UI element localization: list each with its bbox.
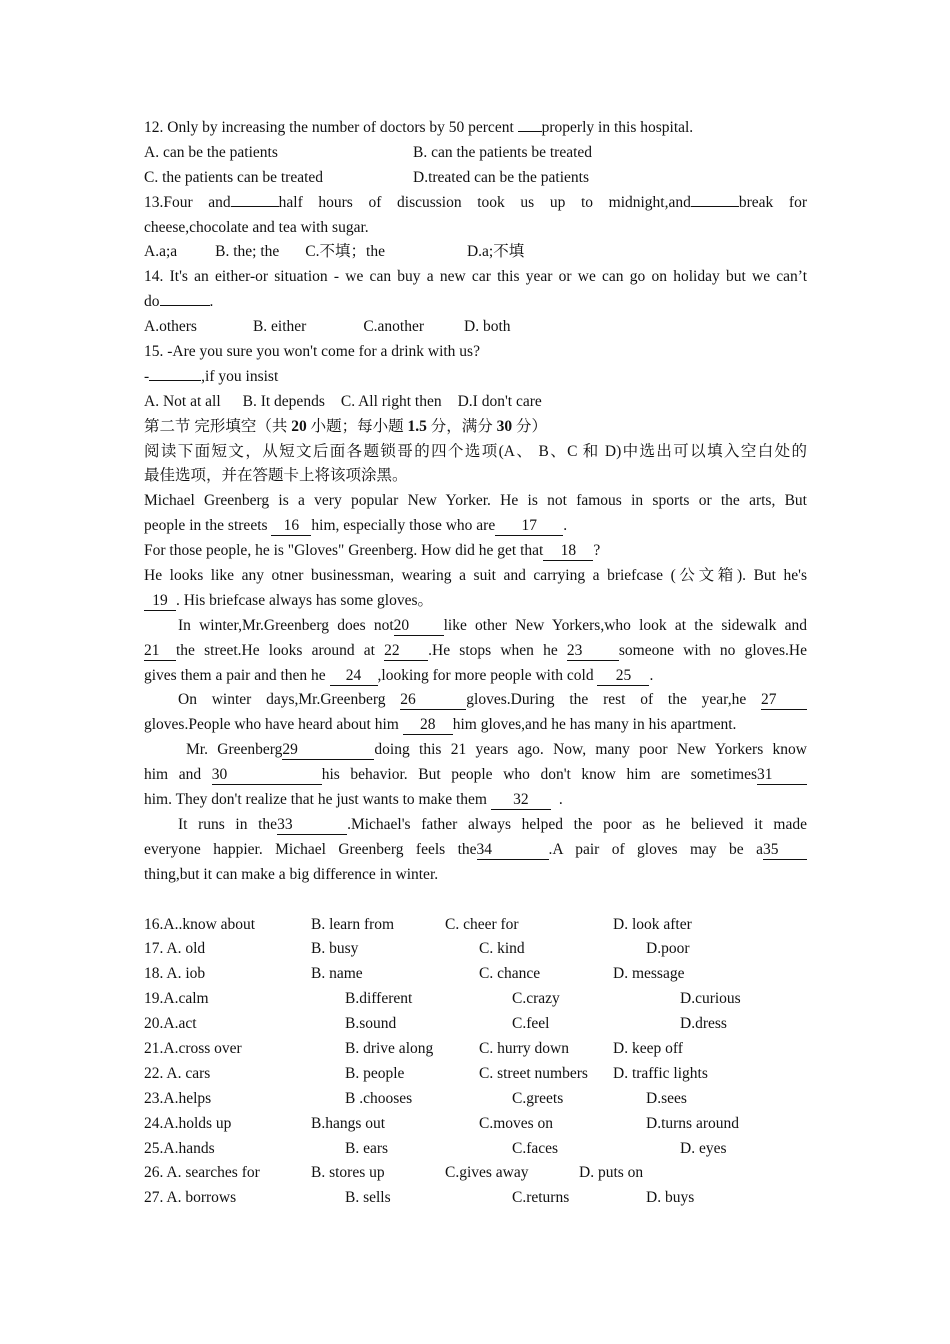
options-row-22 <box>144 1062 807 1087</box>
option-20-a: 20.A.act <box>144 1015 197 1033</box>
passage-p5-line-2 <box>144 713 807 738</box>
option-18-b: B. name <box>311 965 363 983</box>
option-22-b: B. people <box>345 1064 405 1082</box>
options-row-17 <box>144 937 807 962</box>
question-14-stem-line-1: 14. It's an either-or situation - we can buy a new car this year or we can go on holiday but we can’t <box>144 268 807 286</box>
q14-stem-do: do <box>144 293 160 311</box>
passage-text: him. They don't realize that he just wants to make them <box>144 791 491 809</box>
options-row-19 <box>144 987 807 1012</box>
passage-text: the street.He looks around at <box>176 641 385 659</box>
passage-text: . His briefcase always has some gloves。 <box>176 591 433 609</box>
q12-option-d: D.treated can be the patients <box>413 168 590 186</box>
passage-text: .A pair of gloves may be a <box>548 840 763 858</box>
q15-reply-end: ,if you insist <box>201 367 279 385</box>
q15-blank <box>149 380 201 381</box>
passage-p4-line-1 <box>144 614 807 639</box>
passage-text: . <box>649 666 654 684</box>
passage-text: like other New Yorkers,who look at the sidewalk and <box>443 616 807 634</box>
q15-option-d: D.I don't care <box>457 392 542 410</box>
blank-23: 23 <box>567 642 619 661</box>
option-27-d: D. buys <box>646 1189 695 1207</box>
q15-option-c: C. All right then <box>340 392 442 410</box>
options-row-21 <box>144 1037 807 1062</box>
blank-27: 27 <box>761 691 807 710</box>
option-23-d: D.sees <box>646 1089 687 1107</box>
q15-option-a: A. Not at all <box>144 392 221 410</box>
options-row-26 <box>144 1161 807 1186</box>
option-16-b: B. learn from <box>311 915 395 933</box>
q13-stem-mid: half hours of discussion took us up to midnight,and <box>278 193 691 211</box>
option-22-d: D. traffic lights <box>613 1064 708 1082</box>
option-25-c: C.faces <box>512 1139 559 1157</box>
blank-16: 16 <box>271 517 311 536</box>
passage-text: gloves.During the rest of the year,he <box>466 691 761 709</box>
passage-text: It runs in the <box>178 815 278 833</box>
passage-text: . <box>563 517 568 535</box>
option-26-a: 26. A. searches for <box>144 1164 260 1182</box>
blank-35: 35 <box>763 841 807 860</box>
option-27-b: B. sells <box>345 1189 391 1207</box>
option-23-b: B .chooses <box>345 1089 413 1107</box>
passage-text: gives them a pair and then he <box>144 666 330 684</box>
option-22-a: 22. A. cars <box>144 1064 211 1082</box>
blank-33: 33 <box>277 816 347 835</box>
passage-p4-line-3 <box>144 664 807 689</box>
blank-32: 32 <box>491 791 551 810</box>
q15-options <box>144 390 807 415</box>
option-25-a: 25.A.hands <box>144 1139 215 1157</box>
passage-p4-line-2 <box>144 639 807 664</box>
passage-text: ? <box>593 542 601 560</box>
q12-option-a: A. can be the patients <box>144 143 278 161</box>
option-27-a: 27. A. borrows <box>144 1189 237 1207</box>
question-12-stem <box>144 116 807 141</box>
passage-text: him, especially those who are <box>311 517 496 535</box>
options-row-20 <box>144 1012 807 1037</box>
q15-reply-dash: - <box>144 367 150 385</box>
option-17-b: B. busy <box>311 940 359 958</box>
passage-p1-line-1: Michael Greenberg is a very popular New Yorker. He is not famous in sports or the arts, But <box>144 492 807 510</box>
q14-option-d: D. both <box>464 318 511 336</box>
options-row-23 <box>144 1087 807 1112</box>
blank-20: 20 <box>394 617 444 636</box>
q13-options <box>144 240 807 265</box>
q12-stem-end: properly in this hospital. <box>541 119 694 136</box>
blank-26: 26 <box>400 691 466 710</box>
passage-text: Mr. Greenberg <box>186 741 283 759</box>
passage-text: . <box>558 791 563 809</box>
option-21-a: 21.A.cross over <box>144 1039 242 1057</box>
passage-p6-line-3 <box>144 788 807 813</box>
heading-part: 小题；每小题 <box>306 417 408 435</box>
blank-28: 28 <box>403 716 453 735</box>
q14-option-c: C.another <box>363 318 425 336</box>
passage-p2 <box>144 539 807 564</box>
blank-19: 19 <box>144 592 176 611</box>
passage-text: ,looking for more people with cold <box>377 666 598 684</box>
option-27-c: C.returns <box>512 1189 570 1207</box>
passage-p7-line-1 <box>144 813 807 838</box>
q13-stem-start: 13.Four and <box>144 193 231 211</box>
heading-part: 分，满分 <box>426 417 497 435</box>
option-17-c: C. kind <box>479 940 525 958</box>
q13-blank-1 <box>231 206 279 207</box>
passage-p6-line-2 <box>144 763 807 788</box>
passage-text: In winter,Mr.Greenberg does not <box>178 616 394 634</box>
option-19-d: D.curious <box>680 990 741 1008</box>
exam-page <box>144 116 807 1211</box>
spacer <box>144 888 807 913</box>
passage-p3-line-2 <box>144 589 807 614</box>
passage-text: doing this 21 years ago. Now, many poor New Yorkers know <box>374 741 807 759</box>
option-26-d: D. puts on <box>579 1164 644 1182</box>
section-2-instructions-line-1: 阅读下面短文，从短文后面各题锁哥的四个选项(A、 B、C 和 D)中选出可以填入空白处的 <box>144 442 807 460</box>
section-2-heading <box>144 415 807 440</box>
heading-total: 30 <box>496 417 513 435</box>
q13-option-d: D.a;不填 <box>466 243 525 261</box>
options-row-27 <box>144 1186 807 1211</box>
passage-text: him gloves,and he has many in his apartment. <box>452 716 737 734</box>
q12-stem-start: 12. Only by increasing the number of doctors by 50 percent <box>144 119 518 136</box>
option-21-d: D. keep off <box>613 1039 683 1057</box>
blank-31: 31 <box>757 766 807 785</box>
q14-option-b: B. either <box>252 318 307 336</box>
q14-blank <box>160 305 210 306</box>
option-26-b: B. stores up <box>311 1164 385 1182</box>
question-13-stem-line-2: cheese,chocolate and tea with sugar. <box>144 218 369 236</box>
option-18-d: D. message <box>613 965 685 983</box>
option-20-b: B.sound <box>345 1015 397 1033</box>
option-18-a: 18. A. iob <box>144 965 206 983</box>
option-25-b: B. ears <box>345 1139 389 1157</box>
passage-p7-line-2 <box>144 838 807 863</box>
passage-p5-line-1 <box>144 688 807 713</box>
blank-22: 22 <box>384 642 428 661</box>
q13-stem-end: break for <box>738 193 807 211</box>
option-19-a: 19.A.calm <box>144 990 209 1008</box>
option-24-b: B.hangs out <box>311 1114 386 1132</box>
question-15-stem: 15. -Are you sure you won't come for a drink with us? <box>144 343 480 361</box>
options-row-24 <box>144 1112 807 1137</box>
option-17-d: D.poor <box>646 940 690 958</box>
q13-blank-2 <box>691 206 739 207</box>
blank-17: 17 <box>495 517 563 536</box>
q13-option-c: C.不填；the <box>305 243 385 261</box>
passage-text: his behavior. But people who don't know him are sometimes <box>321 766 757 784</box>
passage-text: .Michael's father always helped the poor as he believed it made <box>347 815 807 833</box>
options-row-25 <box>144 1137 807 1162</box>
section-2-instructions-line-2: 最佳选项，并在答题卡上将该项涂黑。 <box>144 467 408 485</box>
options-row-16 <box>144 913 807 938</box>
option-16-d: D. look after <box>613 915 692 933</box>
option-20-d: D.dress <box>680 1015 727 1033</box>
blank-21: 21 <box>144 642 176 661</box>
passage-text: For those people, he is "Gloves" Greenberg. How did he get that <box>144 542 544 560</box>
options-row-18 <box>144 962 807 987</box>
heading-score-each: 1.5 <box>407 417 427 435</box>
option-21-b: B. drive along <box>345 1039 434 1057</box>
blank-25: 25 <box>597 667 649 686</box>
passage-p3-line-1: He looks like any otner businessman, wearing a suit and carrying a briefcase (公文箱). But he's <box>144 567 807 585</box>
option-19-c: C.crazy <box>512 990 560 1008</box>
option-24-a: 24.A.holds up <box>144 1114 232 1132</box>
option-17-a: 17. A. old <box>144 940 206 958</box>
option-22-c: C. street numbers <box>479 1064 588 1082</box>
heading-count: 20 <box>291 417 307 435</box>
heading-part: 第二节 完形填空（共 <box>144 417 292 435</box>
passage-text: people in the streets <box>144 517 272 535</box>
option-23-a: 23.A.helps <box>144 1089 212 1107</box>
q12-options-row-1 <box>144 141 807 166</box>
passage-text: everyone happier. Michael Greenberg feels the <box>144 840 477 858</box>
q12-options-row-2 <box>144 166 807 191</box>
option-25-d: D. eyes <box>680 1139 727 1157</box>
option-26-c: C.gives away <box>445 1164 529 1182</box>
question-14-stem-line-2 <box>144 290 807 315</box>
q14-option-a: A.others <box>144 318 197 336</box>
blank-30: 30 <box>212 766 322 785</box>
passage-text: .He stops when he <box>428 641 567 659</box>
passage-text: someone with no gloves.He <box>618 641 807 659</box>
blank-24: 24 <box>330 667 378 686</box>
blank-18: 18 <box>543 542 593 561</box>
blank-29: 29 <box>282 741 374 760</box>
option-18-c: C. chance <box>479 965 541 983</box>
passage-text: gloves.People who have heard about him <box>144 716 403 734</box>
passage-p6-line-1 <box>144 738 807 763</box>
option-16-a: 16.A..know about <box>144 915 256 933</box>
q13-option-b: B. the; the <box>215 243 280 261</box>
question-13-stem-line-1 <box>144 191 807 216</box>
option-20-c: C.feel <box>512 1015 550 1033</box>
passage-p1-line-2 <box>144 514 807 539</box>
option-21-c: C. hurry down <box>479 1039 569 1057</box>
q12-blank <box>518 131 542 132</box>
option-24-c: C.moves on <box>479 1114 554 1132</box>
option-24-d: D.turns around <box>646 1114 739 1132</box>
q13-option-a: A.a;a <box>144 243 178 261</box>
q14-stem-end: . <box>209 293 214 311</box>
option-16-c: C. cheer for <box>445 915 519 933</box>
option-23-c: C.greets <box>512 1089 564 1107</box>
q12-option-b: B. can the patients be treated <box>413 143 593 161</box>
blank-34: 34 <box>477 841 549 860</box>
q14-options <box>144 315 807 340</box>
q12-option-c: C. the patients can be treated <box>144 168 324 186</box>
option-19-b: B.different <box>345 990 413 1008</box>
passage-p7-line-3: thing,but it can make a big difference in winter. <box>144 865 439 883</box>
passage-text: him and <box>144 766 212 784</box>
q15-option-b: B. It depends <box>242 392 325 410</box>
heading-part: 分） <box>512 417 548 435</box>
question-15-reply <box>144 365 807 390</box>
passage-text: On winter days,Mr.Greenberg <box>178 691 401 709</box>
